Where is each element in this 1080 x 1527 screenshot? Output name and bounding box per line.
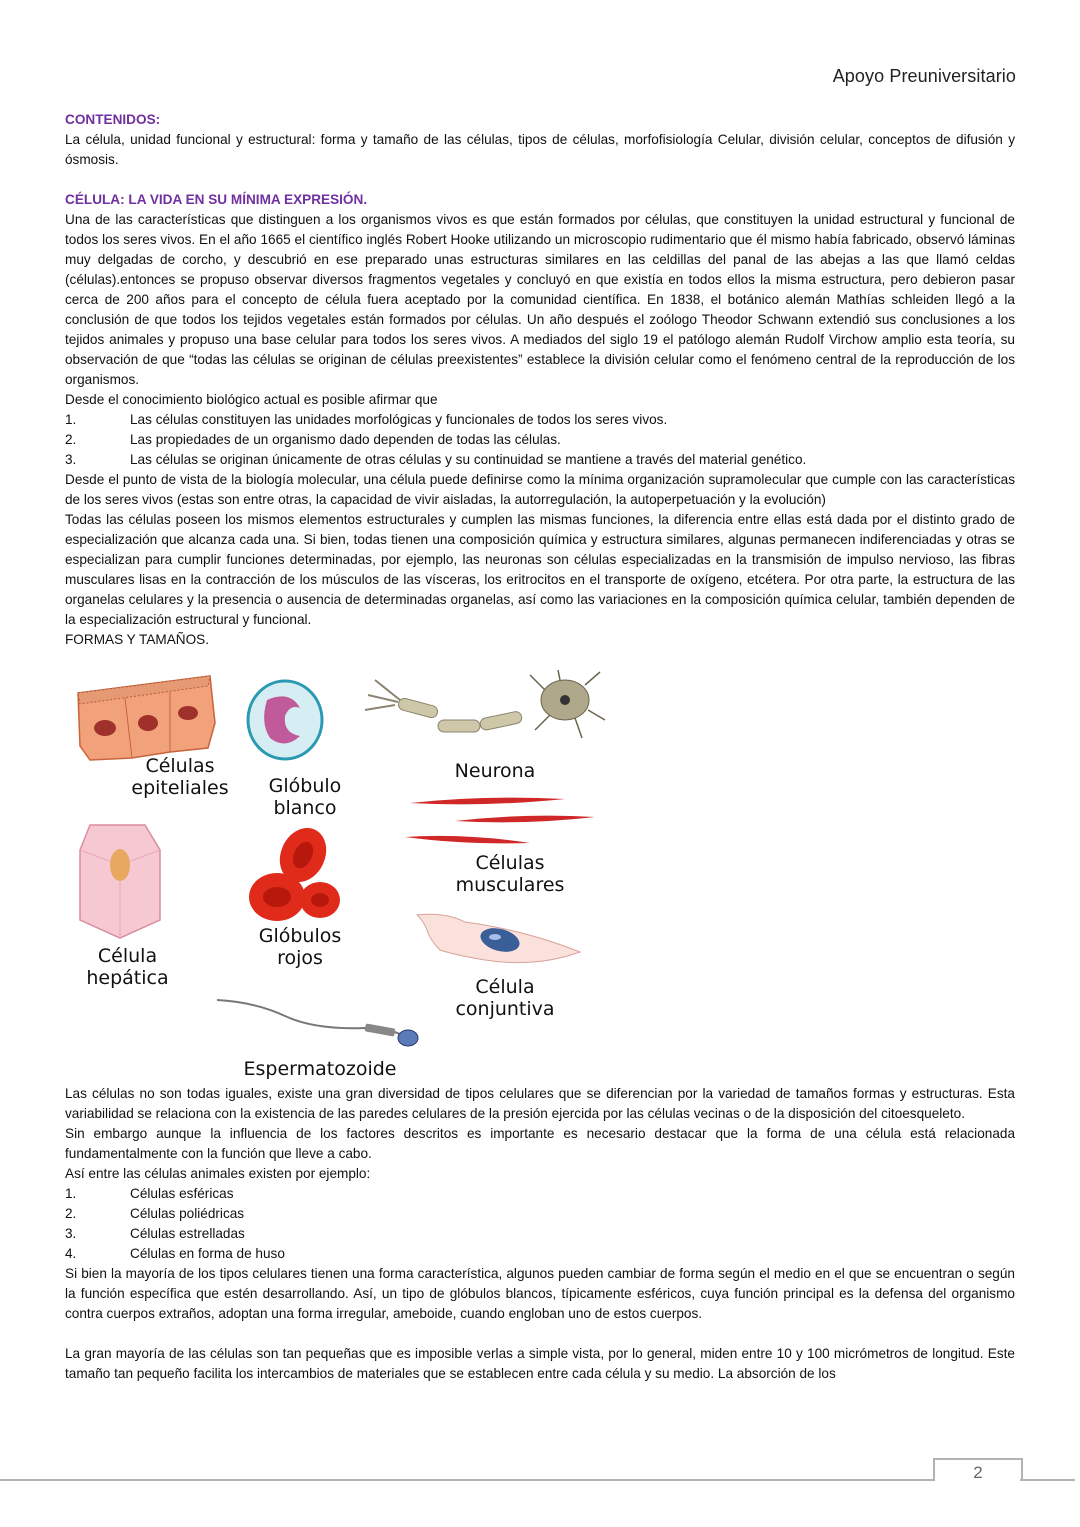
list-item: 3. Células estrelladas <box>65 1226 245 1241</box>
celula-paragraph-2: Desde el punto de vista de la biología molecular, una célula puede definirse como la mínima organización supramolecular que cumple con las características de los seres vivos (estas son entre otras, la capacidad de vivir aisladas, la autorregulación, la autoperpetuación y la evolución) <box>65 472 1015 507</box>
formas-paragraph-2: Sin embargo aunque la influencia de los factores descritos es importante es necesario destacar que la forma de una célula está relacionada fundamentalmente con la función que lleve a cabo. <box>65 1126 1015 1161</box>
list-item: 1. Las células constituyen las unidades morfológicas y funcionales de todos los seres vivos. <box>65 412 668 427</box>
formas-list-intro: Así entre las células animales existen por ejemplo: <box>65 1166 371 1181</box>
celula-list-intro: Desde el conocimiento biológico actual es posible afirmar que <box>65 392 438 407</box>
section-heading-contenidos: CONTENIDOS: <box>65 112 161 127</box>
formas-heading: FORMAS Y TAMAÑOS. <box>65 632 210 647</box>
list-item: 2. Las propiedades de un organismo dado dependen de todas las células. <box>65 432 561 447</box>
formas-paragraph-4: La gran mayoría de las células son tan pequeñas que es imposible verlas a simple vista, por lo general, miden entre 10 y 100 micrómetros de longitud. Este tamaño tan pequeño facilita los intercambios de materiales que se establecen entre cada célula y su medio. La absorción de los <box>65 1346 1015 1381</box>
celula-paragraph-3: Todas las células poseen los mismos elementos estructurales y cumplen las mismas funciones, la diferencia entre ellas está dada por el distinto grado de especialización que alcanza cada una. Si bien, todas tienen una composición química y estructura similares, algunas permanecen indiferenciadas y otras se especializan para cumplir funciones determinadas, por ejemplo, las neuronas son células especializadas en la transmisión de impulso nervioso, las fibras musculares lisas en la contracción de los músculos de las vísceras, los eritrocitos en el transporte de oxígeno, etcétera. Por otra parte, la estructura de las organelas celulares y la presencia o ausencia de determinadas organelas, así como las variaciones en la composición química celular, también dependen de la especialización estructural y funcional. <box>65 512 1015 627</box>
footer-divider-right <box>1020 1479 1075 1481</box>
cell-types-figure <box>65 660 625 1080</box>
label-celulas-epiteliales: Células epiteliales <box>131 755 229 799</box>
formas-numbered-list <box>65 1184 1015 1264</box>
formas-paragraph-3: Si bien la mayoría de los tipos celulares tienen una forma característica, algunos pueden cambiar de forma según el medio en el que se encuentran o según la función específica que estén desarrollando. Así, un tipo de glóbulos blancos, típicamente esféricos, cuya función principal es la defensa del organismo contra cuerpos extraños, adoptan una forma irregular, ameboide, cuando engloban uno de estos cuerpos. <box>65 1266 1015 1321</box>
muscle-cells-illustration <box>405 795 600 850</box>
hepatic-cell-illustration <box>75 820 165 940</box>
sperm-cell-illustration <box>215 998 425 1053</box>
connective-cell-illustration <box>415 910 585 975</box>
red-blood-cells-illustration <box>245 825 345 925</box>
document-body <box>65 110 1015 1384</box>
label-celulas-musculares: Células musculares <box>455 852 565 896</box>
celula-numbered-list <box>65 410 1015 470</box>
white-blood-cell-illustration <box>245 678 325 763</box>
page-number: 2 <box>933 1458 1023 1481</box>
label-espermatozoide: Espermatozoide <box>243 1058 397 1080</box>
celula-paragraph-1: Una de las características que distinguen a los organismos vivos es que están formados por células, que constituyen la unidad estructural y funcional de todos los seres vivos. En el año 1665 el científico inglés Robert Hooke utilizando un microscopio rudimentario que él mismo había fabricado, observó láminas muy delgadas de corcho, y descubrió en ese preparado unas estructuras similares en las celdillas del panal de las abejas a las que llamó celdas (células).entonces se propuso observar diversos fragmentos vegetales y concluyó en que existía en todos ellos la misma estructura, pero debieron pasar cerca de 200 años para el concepto de célula fuera aceptado por la comunidad científica. En 1838, el botánico alemán Mathías schleiden llegó a la conclusión de que todos los tejidos vegetales están formados por células. Un año después el zoólogo Theodor Schwann extendió sus conclusiones a los tejidos animales y propuso una base celular para todos los seres vivos. A mediados del siglo 19 el patólogo alemán Rudolf Virchow amplio esta teoría, su observación de que “todas las células se originan de células preexistentes” establece la división celular como el fenómeno central de la reproducción de los organismos. <box>65 212 1015 387</box>
label-celula-conjuntiva: Célula conjuntiva <box>455 976 555 1020</box>
neuron-illustration <box>360 670 610 750</box>
list-item: 2. Células poliédricas <box>65 1206 245 1221</box>
page-header-title: Apoyo Preuniversitario <box>832 66 1016 86</box>
label-celula-hepatica: Célula hepática <box>86 945 169 989</box>
label-globulo-blanco: Glóbulo blanco <box>268 775 342 819</box>
epithelial-cells-illustration <box>70 668 220 763</box>
section-heading-celula: CÉLULA: LA VIDA EN SU MÍNIMA EXPRESIÓN. <box>65 192 368 207</box>
label-neurona: Neurona <box>454 760 536 782</box>
list-item: 4. Células en forma de huso <box>65 1246 285 1261</box>
list-item: 1. Células esféricas <box>65 1186 234 1201</box>
formas-paragraph-1: Las células no son todas iguales, existe una gran diversidad de tipos celulares que se diferencian por la variedad de tamaños formas y estructuras. Esta variabilidad se relaciona con la existencia de las paredes celulares de la presión ejercida por las células vecinas o de la disposición del citoesqueleto. <box>65 1086 1015 1121</box>
footer-divider-left <box>0 1479 935 1481</box>
label-globulos-rojos: Glóbulos rojos <box>258 925 342 969</box>
list-item: 3. Las células se originan únicamente de otras células y su continuidad se mantiene a través del material genético. <box>65 452 807 467</box>
contenidos-text: La célula, unidad funcional y estructural: forma y tamaño de las células, tipos de células, morfofisiología Celular, división celular, conceptos de difusión y ósmosis. <box>65 132 1015 167</box>
